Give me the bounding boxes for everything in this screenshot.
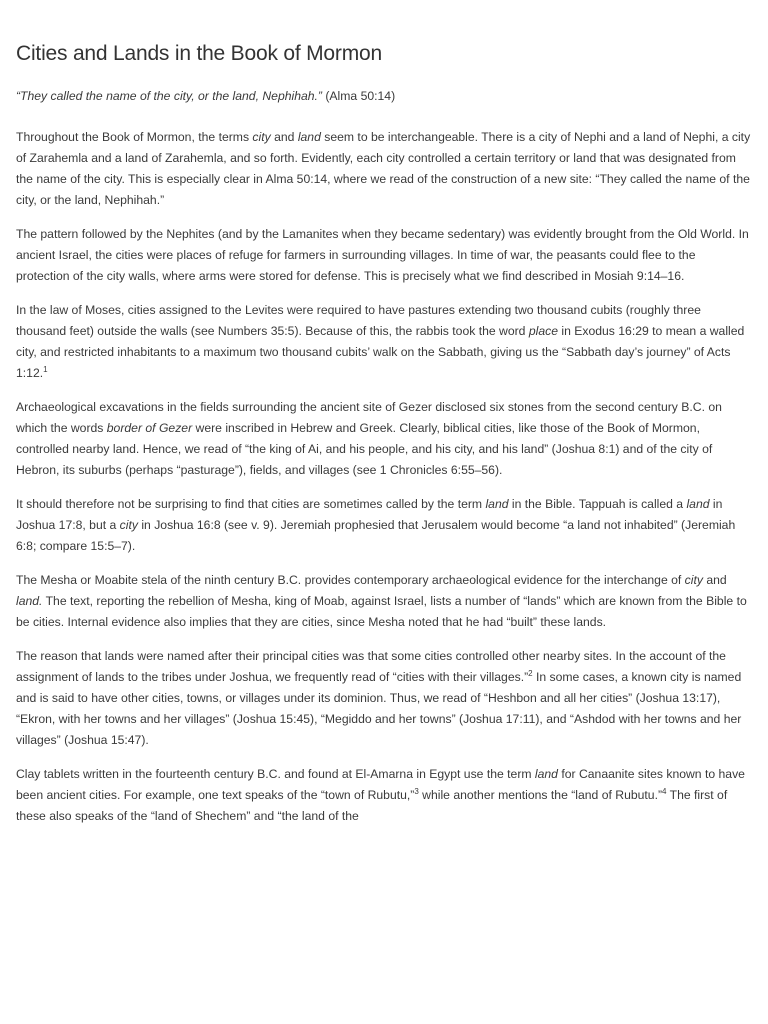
paragraph-5 [16, 494, 752, 557]
text-run: Clay tablets written in the fourteenth century B.C. and found at El-Amarna in Egypt use the term [16, 767, 535, 781]
epigraph-reference: (Alma 50:14) [321, 89, 396, 103]
emphasis: city [252, 130, 271, 144]
text-run: The first of these also speaks of the “land of Shechem” and “the land of the [16, 788, 728, 823]
epigraph [16, 88, 752, 105]
text-run: were inscribed in Hebrew and Greek. Clearly, biblical cities, like those of the Book of Mormon, controlled nearby land. Hence, we read of “the king of Ai, and his people, and his city, and his land” (Joshua 8:1) and of the city of Hebron, its suburbs (perhaps “pasturage”), fields, and villages (see 1 Chronicles 6:55–56). [16, 421, 713, 477]
emphasis: land [485, 497, 509, 511]
emphasis: land [534, 767, 558, 781]
paragraph-6 [16, 570, 752, 633]
text-run: in Joshua 17:8, but a [16, 497, 723, 532]
paragraph-1 [16, 127, 752, 211]
text-run: The reason that lands were named after their principal cities was that some cities controlled other nearby sites. In the account of the assignment of lands to the tribes under Joshua, we frequently read of “cities with their villages.” [16, 649, 726, 684]
text-run: in Exodus 16:29 to mean a walled city, and restricted inhabitants to a maximum two thousand cubits’ walk on the Sabbath, giving us the “Sabbath day’s journey” of Acts 1:12. [16, 324, 745, 380]
text-run: Throughout the Book of Mormon, the terms [16, 130, 253, 144]
paragraph-7 [16, 646, 752, 751]
emphasis: border of Gezer [106, 421, 193, 435]
text-run: seem to be interchangeable. There is a city of Nephi and a land of Nephi, a city of Zarahemla and a land of Zarahemla, and so forth. Evidently, each city controlled a certain territory or land that was designated from the name of the city. This is especially clear in Alma 50:14, where we read of the construction of a new site: “They called the name of the city, or the land, Nephihah.” [16, 130, 751, 207]
text-run: The text, reporting the rebellion of Mesha, king of Moab, against Israel, lists a number of “lands” which are known from the Bible to be cities. Internal evidence also implies that they are cities, since Mesha noted that he had “built” these lands. [16, 594, 747, 629]
paragraph-8 [16, 764, 752, 827]
footnote-ref-4[interactable]: 4 [662, 786, 667, 796]
emphasis: land [297, 130, 321, 144]
text-run: In some cases, a known city is named and is said to have other cities, towns, or villages under its dominion. Thus, we read of “Heshbon and all her cities” (Joshua 13:17), “Ekron, with her towns and her villages” (Joshua 15:45), “Megiddo and her towns” (Joshua 17:11), and “Ashdod with her towns and her villages” (Joshua 15:47). [16, 670, 742, 747]
paragraph-4 [16, 397, 752, 481]
emphasis: city [119, 518, 138, 532]
emphasis: land. [16, 594, 43, 608]
text-run: in Joshua 16:8 (see v. 9). Jeremiah prophesied that Jerusalem would become “a land not inhabited” (Jeremiah 6:8; compare 15:5–7). [16, 518, 736, 553]
text-run: in the Bible. Tappuah is called a [508, 497, 687, 511]
paragraph-3 [16, 300, 752, 384]
paragraph-2: The pattern followed by the Nephites (and by the Lamanites when they became sedentary) was evidently brought from the Old World. In ancient Israel, the cities were places of refuge for farmers in surrounding villages. In time of war, the peasants could flee to the protection of the city walls, where arms were stored for defense. This is precisely what we find described in Mosiah 9:14–16. [16, 227, 749, 283]
epigraph-quote: “They called the name of the city, or the land, Nephihah.” [16, 89, 322, 103]
text-run: It should therefore not be surprising to find that cities are sometimes called by the term [16, 497, 486, 511]
text-run: and [270, 130, 298, 144]
text-run: The Mesha or Moabite stela of the ninth century B.C. provides contemporary archaeological evidence for the interchange of [16, 573, 685, 587]
emphasis: land [686, 497, 710, 511]
text-run: Archaeological excavations in the fields surrounding the ancient site of Gezer disclosed six stones from the second century B.C. on which the words [16, 400, 722, 435]
text-run: In the law of Moses, cities assigned to the Levites were required to have pastures extending two thousand cubits (roughly three thousand feet) outside the walls (see Numbers 35:5). Because of this, the rabbis took the word [16, 303, 701, 338]
text-run: for Canaanite sites known to have been ancient cities. For example, one text speaks of the “town of Rubutu,” [16, 767, 745, 802]
text-run: while another mentions the “land of Rubutu.” [418, 788, 663, 802]
footnote-ref-3[interactable]: 3 [414, 786, 419, 796]
page-title: Cities and Lands in the Book of Mormon [16, 42, 382, 65]
footnote-ref-1[interactable]: 1 [43, 364, 48, 374]
text-run: and [702, 573, 727, 587]
emphasis: place [528, 324, 558, 338]
footnote-ref-2[interactable]: 2 [528, 668, 533, 678]
emphasis: city [684, 573, 703, 587]
